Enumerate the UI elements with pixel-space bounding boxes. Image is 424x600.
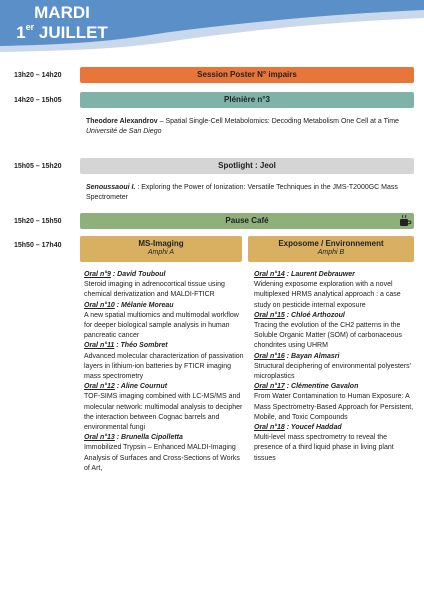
time-parallel: 15h50 – 17h40 (14, 242, 62, 249)
oral-item (254, 423, 414, 433)
spotlight-speaker: Senoussaoui I. (86, 184, 136, 191)
plenary-speaker: Theodore Alexandrov (86, 118, 158, 125)
oral-speaker: : Chloé Arthozoul (284, 311, 345, 319)
oral-item (254, 382, 414, 392)
ms-imaging-header (80, 236, 242, 262)
spotlight-title: : Exploring the Power of Ionization: Versatile Techniques in the JMS-T2000GC Mass Spectrometer (86, 184, 398, 201)
exposome-orals (254, 270, 414, 464)
oral-number: Oral n°17 (254, 383, 285, 391)
exposome-room: Amphi B (317, 249, 345, 256)
day-title (8, 3, 116, 43)
date-line (8, 23, 116, 43)
oral-item (84, 270, 244, 280)
oral-item (254, 352, 414, 362)
plenary-title: – Spatial Single-Cell Metabolomics: Decoding Metabolism One Cell at a Time (157, 118, 399, 125)
oral-number: Oral n°13 (84, 434, 115, 442)
oral-item (254, 270, 414, 280)
oral-speaker: : Théo Sombret (114, 342, 168, 350)
ms-imaging-orals (84, 270, 244, 474)
oral-abstract: Multi-level mass spectrometry to reveal the presence of a third liquid phase in living plant tissues (254, 434, 394, 462)
oral-speaker: : Laurent Debrauwer (284, 271, 355, 278)
oral-speaker: : David Touboul (110, 271, 166, 278)
session-poster-bar: Session Poster N° impairs (80, 67, 414, 83)
oral-number: Oral n°18 (254, 424, 285, 432)
oral-number: Oral n°15 (254, 311, 285, 319)
oral-abstract: Widening exposome exploration with a novel multiplexed HRMS analytical approach : a case study on pesticide internal exposure (254, 281, 401, 309)
oral-item (84, 382, 244, 392)
oral-abstract: TOF-SIMS imaging combined with LC-MS/MS and molecular network: multimodal analysis to decipher the interaction between Cognac barrels and environmental fungi (84, 393, 243, 432)
date-suffix: er (25, 22, 35, 32)
coffee-break-bar: Pause Café (80, 213, 414, 229)
oral-speaker: : Bayan Almasri (284, 352, 340, 360)
time-spotlight: 15h05 – 15h20 (14, 163, 62, 170)
oral-item (84, 301, 244, 311)
oral-number: Oral n°10 (84, 301, 115, 309)
plenary-bar: Plénière n°3 (80, 92, 414, 108)
oral-abstract: Steroid imaging in adrenocortical tissue using chemical derivatization and MALDI-FTICR (84, 281, 225, 299)
oral-speaker: : Youcef Haddad (284, 424, 342, 432)
ms-imaging-title: MS-Imaging (138, 239, 184, 248)
oral-item (254, 311, 414, 321)
oral-item (84, 341, 244, 351)
day-name: MARDI (34, 3, 90, 22)
oral-abstract: Structural deciphering of environmental polyesters' microplastics (254, 362, 411, 381)
plenary-affiliation: Université de San Diego (86, 128, 162, 135)
plenary-talk (86, 117, 411, 137)
time-coffee: 15h20 – 15h50 (14, 218, 62, 225)
coffee-cup-icon (398, 214, 412, 228)
oral-abstract: Advanced molecular characterization of passivation layers in lithium-ion batteries by FTICR imaging mass spectrometry (84, 352, 244, 381)
oral-speaker: : Clémentine Gavalon (284, 383, 359, 391)
header-band (0, 0, 424, 52)
oral-speaker: : Aline Cournut (114, 383, 168, 391)
ms-imaging-room: Amphi A (147, 249, 175, 256)
oral-abstract: Immobilized Trypsin – Enhanced MALDI-Imaging Analysis of Surfaces and Cross-Sections of Works of Art, (84, 444, 240, 472)
exposome-header (248, 236, 414, 262)
spotlight-bar: Spotlight : Jeol (80, 158, 414, 174)
oral-speaker: : Brunella Cipolletta (114, 434, 183, 442)
exposome-title: Exposome / Environnement (278, 239, 384, 248)
oral-number: Oral n°11 (84, 342, 115, 350)
oral-number: Oral n°14 (254, 271, 285, 278)
oral-number: Oral n°16 (254, 352, 285, 360)
oral-number: Oral n°9 (84, 271, 111, 278)
spotlight-talk (86, 183, 411, 203)
oral-item (84, 433, 244, 443)
oral-abstract: From Water Contamination to Human Exposure: A Mass Spectrometry-Based Approach for Persistent, Mobile, and Toxic Compounds (254, 393, 414, 421)
date-number: 1 (16, 23, 26, 42)
oral-number: Oral n°12 (84, 383, 115, 391)
oral-abstract: Tracing the evolution of the CH2 patterns in the Soluble Organic Matter (SOM) of carbonaceous chondrites using UHRM (254, 322, 402, 350)
time-plenary: 14h20 – 15h05 (14, 97, 62, 104)
oral-speaker: : Mélanie Moreau (114, 301, 174, 309)
oral-abstract: A new spatial multiomics and multimodal workflow for deeper biological sample analysis in human pancreatic cancer (84, 311, 239, 340)
time-poster: 13h20 – 14h20 (14, 72, 62, 79)
month-name: JUILLET (38, 23, 108, 42)
